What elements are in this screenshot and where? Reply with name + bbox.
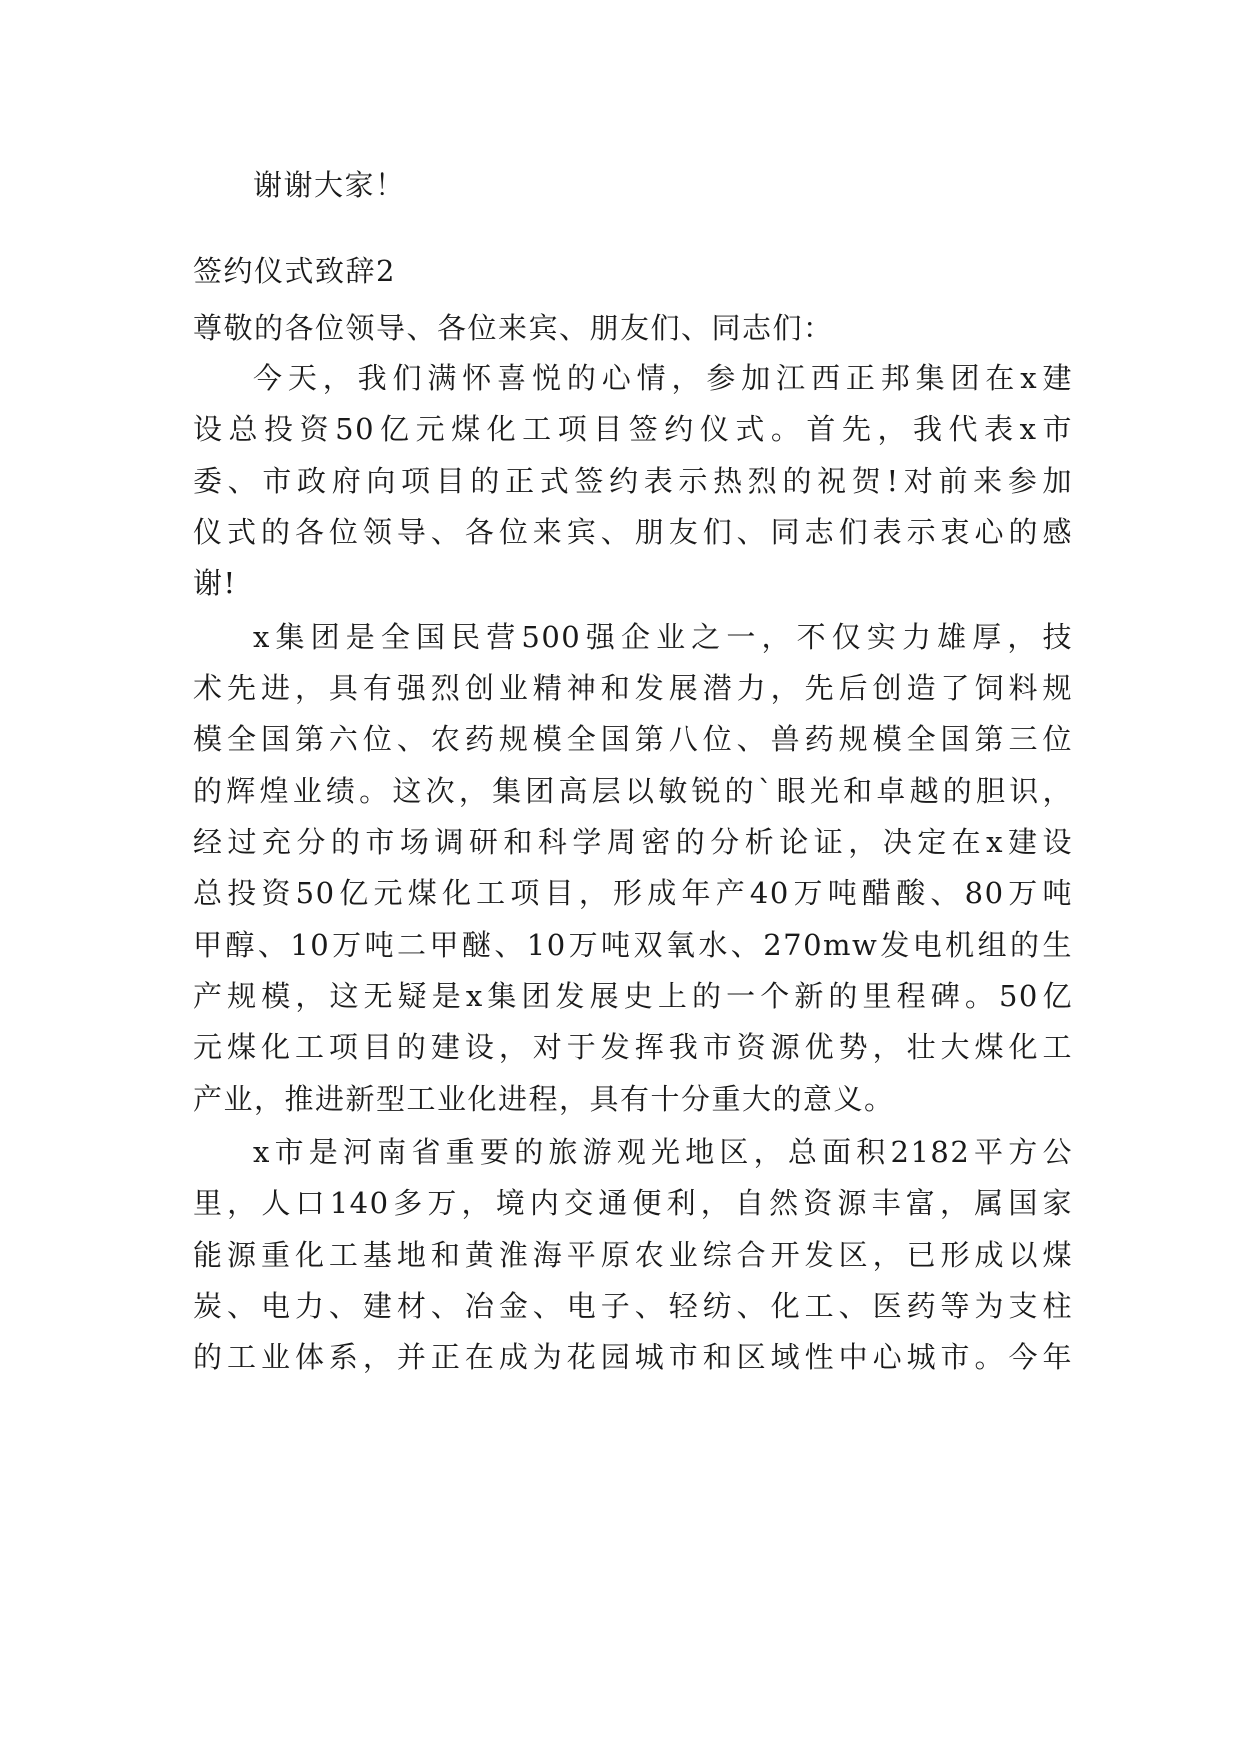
paragraph-3-line-2: 里，人口140多万，境内交通便利，自然资源丰富，属国家 (193, 1186, 1073, 1220)
paragraph-3-line-4: 炭、电力、建材、冶金、电子、轻纺、化工、医药等为支柱 (193, 1289, 1073, 1323)
paragraph-1-line-2: 设总投资50亿元煤化工项目签约仪式。首先，我代表x市 (193, 412, 1073, 446)
paragraph-1-line-5: 谢! (193, 566, 237, 600)
paragraph-2-line-3: 模全国第六位、农药规模全国第八位、兽药规模全国第三位 (193, 722, 1073, 756)
salutation: 尊敬的各位领导、各位来宾、朋友们、同志们： (193, 311, 834, 345)
paragraph-2-line-2: 术先进，具有强烈创业精神和发展潜力，先后创造了饲料规 (193, 671, 1073, 705)
section-title: 签约仪式致辞2 (193, 254, 396, 288)
paragraph-3-line-5: 的工业体系，并正在成为花园城市和区域性中心城市。今年 (193, 1340, 1073, 1374)
paragraph-2-line-6: 总投资50亿元煤化工项目，形成年产40万吨醋酸、80万吨 (193, 876, 1073, 910)
paragraph-2-line-4: 的辉煌业绩。这次，集团高层以敏锐的`眼光和卓越的胆识， (193, 774, 1073, 808)
paragraph-1-line-3: 委、市政府向项目的正式签约表示热烈的祝贺!对前来参加 (193, 464, 1073, 498)
paragraph-2-line-7: 甲醇、10万吨二甲醚、10万吨双氧水、270mw发电机组的生 (193, 928, 1073, 962)
paragraph-2-line-8: 产规模，这无疑是x集团发展史上的一个新的里程碑。50亿 (193, 979, 1073, 1013)
paragraph-1-line-4: 仪式的各位领导、各位来宾、朋友们、同志们表示衷心的感 (193, 515, 1073, 549)
closing-line: 谢谢大家！ (253, 168, 406, 202)
paragraph-1-line-1: 今天，我们满怀喜悦的心情，参加江西正邦集团在x建 (253, 361, 1073, 395)
paragraph-2-line-9: 元煤化工项目的建设，对于发挥我市资源优势，壮大煤化工 (193, 1030, 1073, 1064)
paragraph-3-line-1: x市是河南省重要的旅游观光地区，总面积2182平方公 (253, 1135, 1073, 1169)
paragraph-3-line-3: 能源重化工基地和黄淮海平原农业综合开发区，已形成以煤 (193, 1238, 1073, 1272)
paragraph-2-line-5: 经过充分的市场调研和科学周密的分析论证，决定在x建设 (193, 825, 1073, 859)
paragraph-2-line-10: 产业，推进新型工业化进程，具有十分重大的意义。 (193, 1082, 895, 1116)
paragraph-2-line-1: x集团是全国民营500强企业之一，不仅实力雄厚，技 (253, 620, 1073, 654)
